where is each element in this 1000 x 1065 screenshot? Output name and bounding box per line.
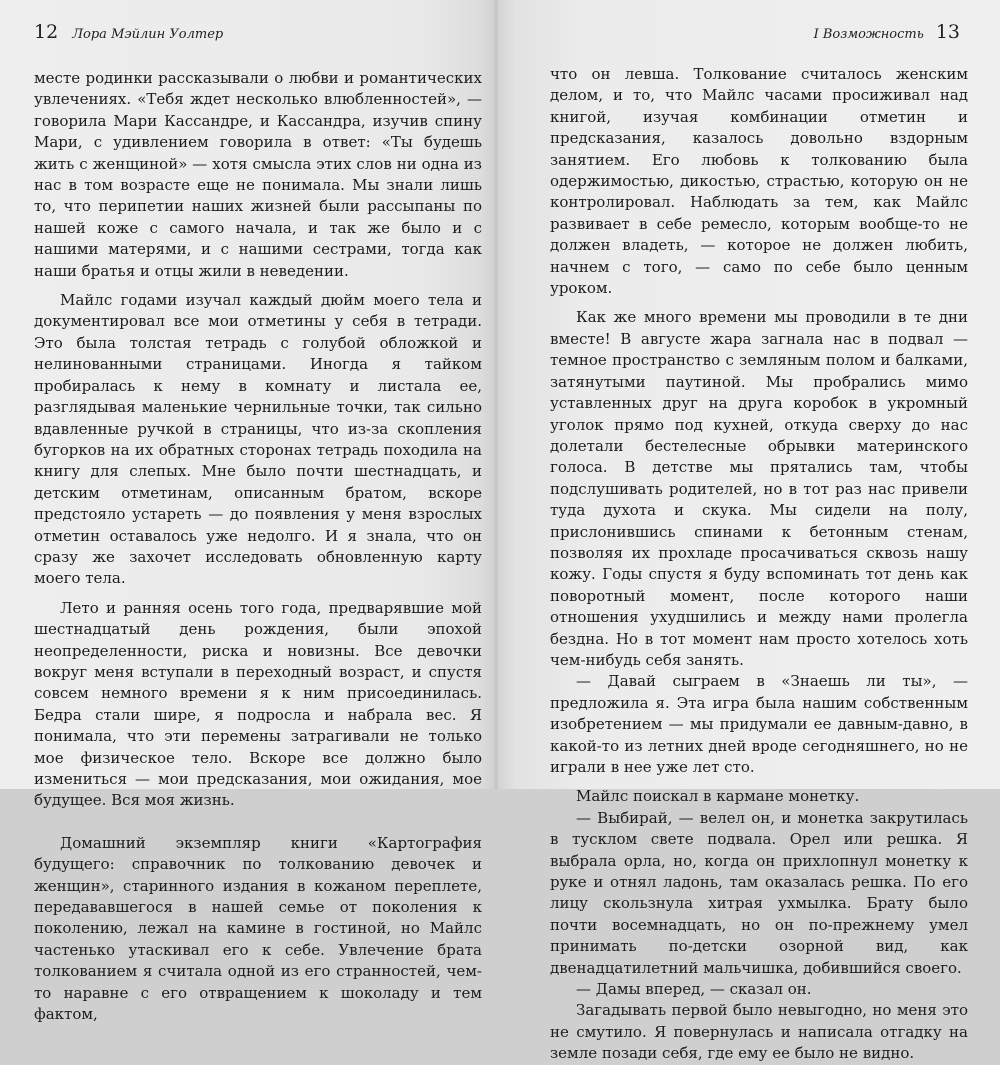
paragraph: Как же много времени мы проводили в те дни вместе! В августе жара загнала нас в подвал — темное пространство с земляным полом и балками, затянутыми паутиной. Мы пробрались мимо уставленных друг на друга коробок в укромный уголок прямо под кухней, откуда сверху до нас долетали бестелесные обрывки материнского голоса. В детстве мы прятались там, чтобы подслушивать родителей, но в тот раз нас привели туда духота и скука. Мы сидели на полу, прислонившись спинами к бетонным стенам, позволяя их прохладе просачиваться сквозь нашу кожу. Годы спустя я буду вспоминать тот день как поворотный момент, после которого наши отношения ухудшились и между нами пролегла бездна. Но в тот момент нам просто хотелось хоть чем-нибудь себя занять.	[550, 308, 968, 669]
running-head: Лора Мэйлин Уолтер	[72, 27, 224, 42]
paragraph: Домашний экземпляр книги «Картография будущего: справочник по толкованию девочек и женщин», старинного издания в кожаном переплете, передававшегося в нашей семье от поколения к поколению, лежал на камине в гостиной, но Майлс частенько утаскивал его к себе. Увлечение брата толкованием я считала одной из его странностей, чем-то наравне с его отвращением к шоколаду и тем фактом,	[34, 833, 482, 1024]
left-page-header	[34, 18, 223, 46]
paragraph: месте родинки рассказывали о любви и романтических увлечениях. «Тебя ждет несколько влюбленностей», — говорила Мари Кассандре, и Кассандра, изучив спину Мари, с удивлением говорила в ответ: «Ты будешь жить с женщиной» — хотя смысла этих слов ни одна из нас в том возрасте еще не понимала. Мы знали лишь то, что перипетии наших жизней были рассыпаны по нашей коже с самого начала, и так же было и с нашими матерями, и с нашими сестрами, тогда как наши братья и отцы жили в неведении.	[34, 69, 482, 280]
page-number: 13	[935, 21, 960, 43]
paragraph: Лето и ранняя осень того года, предварявшие мой шестнадцатый день рождения, были эпохой неопределенности, риска и новизны. Все девочки вокруг меня вступали в переходный возраст, и спустя совсем немного времени я к ним присоединилась. Бедра стали шире, я подросла и набрала вес. Я понимала, что эти перемены затрагивали не только мое физическое тело. Вскоре все должно было измениться — мои предсказания, мои ожидания, мое будущее. Вся моя жизнь.	[34, 598, 482, 810]
right-page-header	[814, 18, 960, 46]
right-page-body	[550, 64, 968, 1065]
left-page	[0, 0, 496, 1024]
running-head: I Возможность	[813, 27, 924, 42]
paragraph: Загадывать первой было невыгодно, но меня это не смутило. Я повернулась и написала отгадку на земле позади себя, где ему ее было не видно.	[550, 1001, 968, 1063]
right-page	[496, 0, 1000, 1063]
paragraph: Майлс поискал в кармане монетку.	[576, 787, 860, 806]
left-page-body	[34, 68, 482, 1025]
paragraph: — Выбирай, — велел он, и монетка закрутилась в тусклом свете подвала. Орел или решка. Я выбрала орла, но, когда он прихлопнул монетку к руке и отнял ладонь, там оказалась решка. По его лицу скользнула хитрая ухмылка. Брату было почти восемнадцать, но он по-прежнему умел принимать по-детски озорной вид, как двенадцатилетний мальчишка, добившийся своего.	[550, 808, 968, 977]
paragraph: Майлс годами изучал каждый дюйм моего тела и документировал все мои отметины у себя в тетради. Это была толстая тетрадь с голубой обложкой и нелинованными страницами. Иногда я тайком пробиралась к нему в комнату и листала ее, разглядывая маленькие чернильные точки, так сильно вдавленные ручкой в страницы, что из-за скопления бугорков на их обратных сторонах тетрадь походила на книгу для слепых. Мне было почти шестнадцать, и детским отметинам, описанным братом, вскоре предстояло устареть — до появления у меня взрослых отметин оставалось уже недолго. И я знала, что он сразу же захочет исследовать обновленную карту моего тела.	[34, 291, 482, 588]
paragraph: — Давай сыграем в «Знаешь ли ты», — предложила я. Эта игра была нашим собственным изобретением — мы придумали ее давным-давно, в какой-то из летних дней вроде сегодняшнего, но не играли в нее уже лет сто.	[550, 672, 968, 776]
paragraph: что он левша. Толкование считалось женским делом, и то, что Майлс часами просиживал над книгой, изучая комбинации отметин и предсказания, казалось довольно вздорным занятием. Его любовь к толкованию была одержимостью, дикостью, страстью, которую он не контролировал. Наблюдать за тем, как Майлс развивает в себе ремесло, которым вообще-то не должен владеть, — которое не должен любить, начнем с того, — само по себе было ценным уроком.	[550, 65, 968, 298]
paragraph: — Дамы вперед, — сказал он.	[576, 980, 812, 999]
book-gutter	[492, 0, 500, 789]
page-number: 12	[34, 21, 59, 43]
